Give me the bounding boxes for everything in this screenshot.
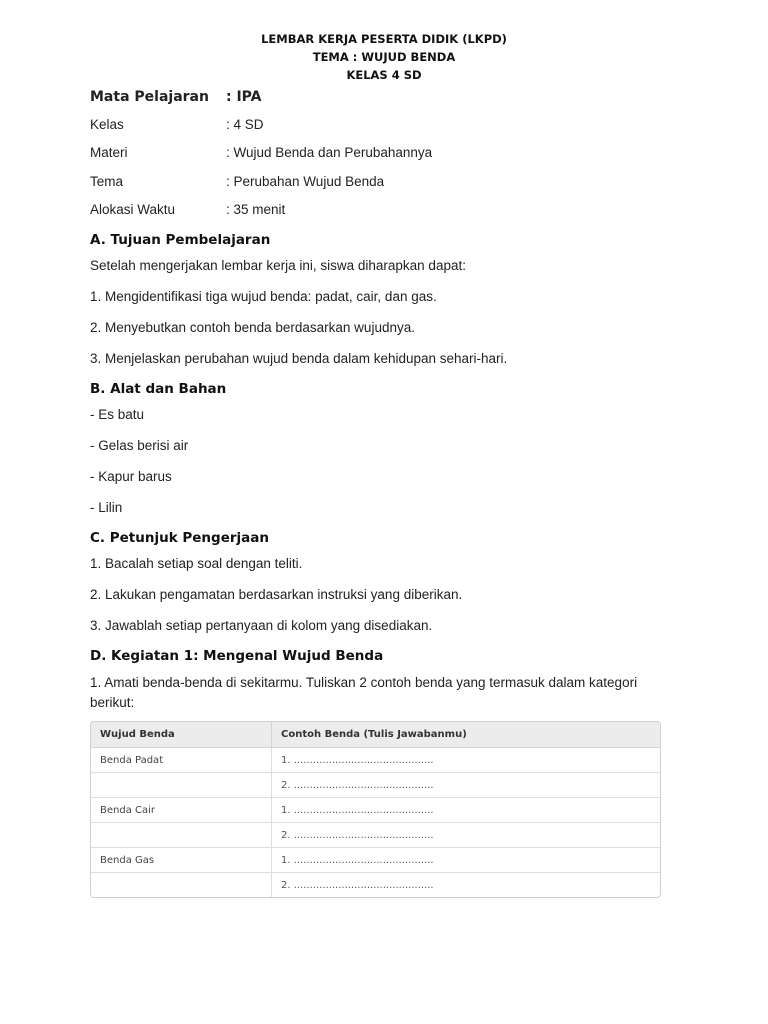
section-b-title: B. Alat dan Bahan bbox=[90, 381, 227, 397]
table-cell-answer[interactable]: 2. ............................................ bbox=[272, 773, 660, 798]
section-c-title: C. Petunjuk Pengerjaan bbox=[90, 530, 269, 546]
section-a-intro: Setelah mengerjakan lembar kerja ini, siswa diharapkan dapat: bbox=[90, 258, 466, 273]
info-label: Materi bbox=[90, 145, 128, 161]
info-value: : IPA bbox=[226, 89, 262, 105]
info-label: Alokasi Waktu bbox=[90, 202, 176, 218]
table-row bbox=[91, 823, 660, 848]
table-header-state: Wujud Benda bbox=[91, 722, 272, 748]
info-row-material bbox=[90, 139, 670, 168]
list-item: 1. Mengidentifikasi tiga wujud benda: padat, cair, dan gas. bbox=[90, 289, 437, 304]
info-label: Kelas bbox=[90, 116, 124, 132]
table-cell-answer[interactable]: 1. ............................................ bbox=[272, 748, 660, 773]
info-value: : Perubahan Wujud Benda bbox=[226, 173, 385, 189]
table-row bbox=[91, 873, 660, 897]
header-theme: TEMA : WUJUD BENDA bbox=[312, 50, 456, 64]
info-row-time bbox=[90, 196, 670, 225]
info-value: : 4 SD bbox=[226, 116, 264, 132]
header-class: KELAS 4 SD bbox=[346, 68, 422, 82]
list-item: 3. Jawablah setiap pertanyaan di kolom yang disediakan. bbox=[90, 618, 433, 633]
info-block bbox=[90, 84, 670, 224]
table-cell-state: Benda Padat bbox=[91, 748, 272, 773]
table-cell-state bbox=[91, 873, 272, 897]
info-row-theme bbox=[90, 167, 670, 196]
table-row bbox=[91, 748, 660, 773]
answer-table bbox=[90, 721, 661, 898]
table-row bbox=[91, 848, 660, 873]
table-cell-state bbox=[91, 823, 272, 848]
table-header-examples: Contoh Benda (Tulis Jawabanmu) bbox=[272, 722, 660, 748]
list-item: 1. Bacalah setiap soal dengan teliti. bbox=[90, 556, 303, 571]
info-label: Mata Pelajaran bbox=[90, 89, 209, 105]
table-row bbox=[91, 773, 660, 798]
table-cell-state: Benda Cair bbox=[91, 798, 272, 823]
header-title: LEMBAR KERJA PESERTA DIDIK (LKPD) bbox=[261, 32, 507, 46]
list-item: - Gelas berisi air bbox=[90, 438, 189, 453]
section-a-title: A. Tujuan Pembelajaran bbox=[90, 232, 271, 248]
list-item: - Lilin bbox=[90, 500, 123, 515]
list-item: 3. Menjelaskan perubahan wujud benda dalam kehidupan sehari-hari. bbox=[90, 351, 508, 366]
document-body bbox=[90, 84, 670, 898]
list-item: 2. Menyebutkan contoh benda berdasarkan wujudnya. bbox=[90, 320, 415, 335]
table-header-row bbox=[91, 722, 660, 748]
table-cell-answer[interactable]: 1. ............................................ bbox=[272, 848, 660, 873]
section-d-title: D. Kegiatan 1: Mengenal Wujud Benda bbox=[90, 648, 384, 664]
document-header bbox=[0, 30, 768, 84]
list-item: - Kapur barus bbox=[90, 469, 172, 484]
list-item: - Es batu bbox=[90, 407, 145, 422]
table-cell-answer[interactable]: 1. ............................................ bbox=[272, 798, 660, 823]
table-cell-state bbox=[91, 773, 272, 798]
table-cell-state: Benda Gas bbox=[91, 848, 272, 873]
table-row bbox=[91, 798, 660, 823]
table-cell-answer[interactable]: 2. ............................................ bbox=[281, 879, 434, 891]
info-label: Tema bbox=[90, 173, 124, 189]
info-value: : 35 menit bbox=[226, 202, 286, 218]
info-row-class bbox=[90, 110, 670, 139]
info-value: : Wujud Benda dan Perubahannya bbox=[226, 145, 433, 161]
activity-instruction: 1. Amati benda-benda di sekitarmu. Tuliskan 2 contoh benda yang termasuk dalam kategori berikut: bbox=[90, 675, 638, 710]
table-cell-answer[interactable]: 2. ............................................ bbox=[272, 823, 660, 848]
list-item: 2. Lakukan pengamatan berdasarkan instruksi yang diberikan. bbox=[90, 587, 463, 602]
info-row-subject bbox=[90, 84, 670, 110]
